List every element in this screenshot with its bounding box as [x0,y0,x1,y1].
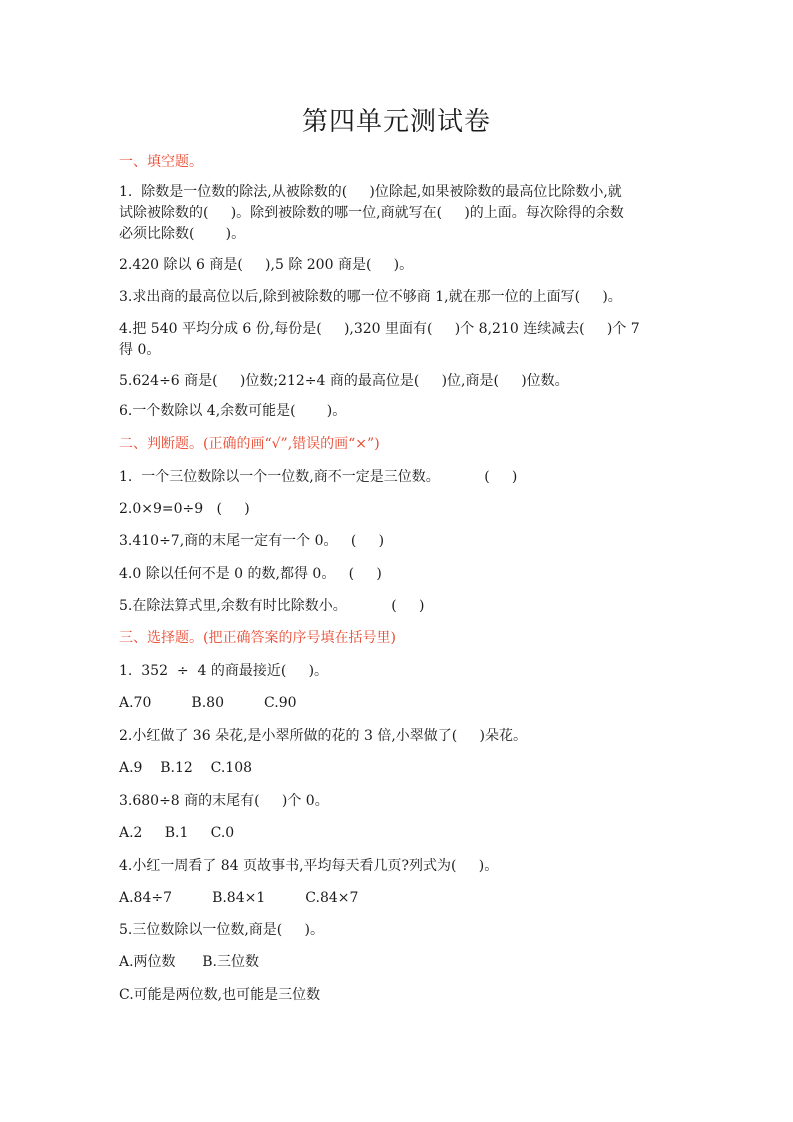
question-line: 3.410÷7,商的末尾一定有一个 0。 ( ) [119,533,385,549]
answer-options: A.84÷7 B.84×1 C.84×7 [119,890,359,906]
question-line: 得 0。 [119,342,161,358]
answer-options: C.可能是两位数,也可能是三位数 [119,987,321,1003]
page-title: 第四单元测试卷 [301,107,491,137]
question-line: 3.680÷8 商的末尾有( )个 0。 [119,793,329,809]
question-line: 1. 除数是一位数的除法,从被除数的( )位除起,如果被除数的最高位比除数小,就 [119,184,622,200]
question-line: 2.小红做了 36 朵花,是小翠所做的花的 3 倍,小翠做了( )朵花。 [119,728,527,744]
question-line: 3.求出商的最高位以后,除到被除数的哪一位不够商 1,就在那一位的上面写( )。 [119,289,622,305]
question-line: 必须比除数( )。 [119,226,246,242]
question-line: 5.在除法算式里,余数有时比除数小。 ( ) [119,598,425,614]
question-line: 1. 352 ÷ 4 的商最接近( )。 [119,663,329,679]
answer-options: A.9 B.12 C.108 [119,760,253,776]
question-line: 4.0 除以任何不是 0 的数,都得 0。 ( ) [119,566,382,582]
question-line: 1. 一个三位数除以一个一位数,商不一定是三位数。 ( ) [119,469,518,485]
question-line: 5.624÷6 商是( )位数;212÷4 商的最高位是( )位,商是( )位数。 [119,373,569,389]
section-heading-true-false: 二、判断题。(正确的画“√”,错误的画“×”) [119,436,380,452]
section-heading-multiple-choice: 三、选择题。(把正确答案的序号填在括号里) [119,630,396,646]
question-line: 4.把 540 平均分成 6 份,每份是( ),320 里面有( )个 8,210 连续减去( )个 7 [119,321,640,337]
question-line: 2.420 除以 6 商是( ),5 除 200 商是( )。 [119,257,414,273]
question-line: 4.小红一周看了 84 页故事书,平均每天看几页?列式为( )。 [119,858,499,874]
answer-options: A.两位数 B.三位数 [119,954,259,970]
answer-options: A.70 B.80 C.90 [119,695,297,711]
question-line: 2.0×9=0÷9 ( ) [119,501,250,517]
answer-options: A.2 B.1 C.0 [119,825,235,841]
question-line: 试除被除数的( )。除到被除数的哪一位,商就写在( )的上面。每次除得的余数 [119,205,624,221]
question-line: 6.一个数除以 4,余数可能是( )。 [119,403,347,419]
section-heading-fill-blanks: 一、填空题。 [119,154,203,170]
question-line: 5.三位数除以一位数,商是( )。 [119,922,324,938]
